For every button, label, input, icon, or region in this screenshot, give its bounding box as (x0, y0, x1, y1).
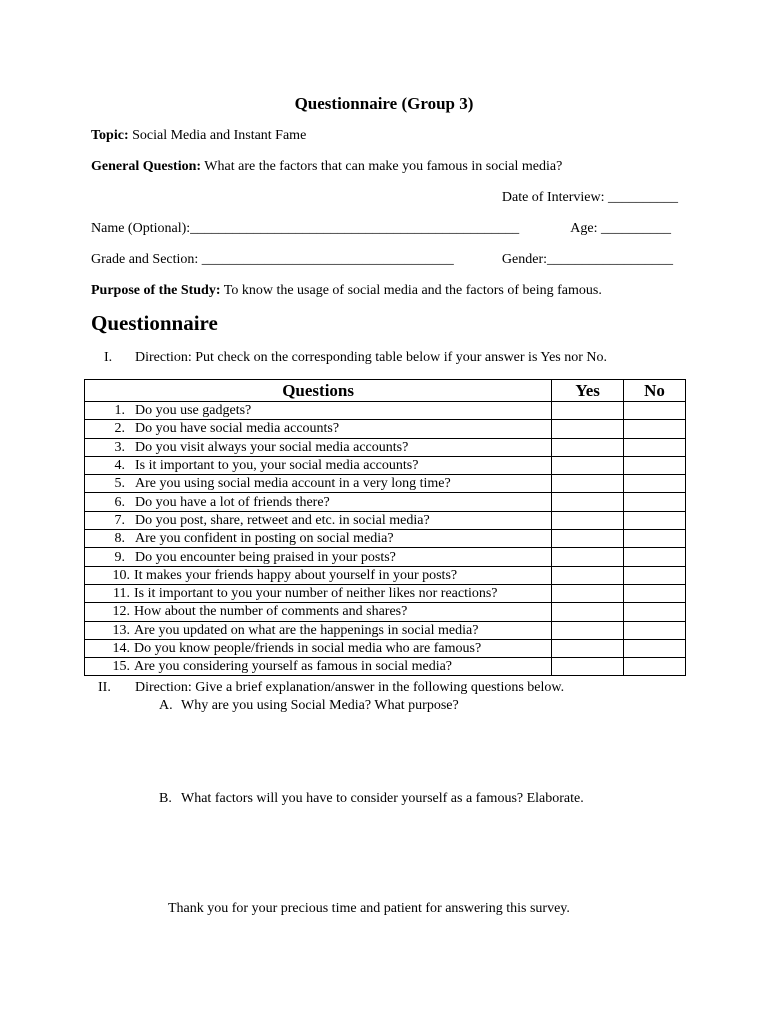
question-cell (85, 402, 552, 420)
table-row (85, 658, 686, 676)
table-row (85, 548, 686, 566)
table-row (85, 456, 686, 474)
table-row (85, 530, 686, 548)
no-checkbox-cell[interactable] (624, 621, 686, 639)
no-checkbox-cell[interactable] (624, 493, 686, 511)
table-row (85, 420, 686, 438)
header-yes: Yes (552, 380, 624, 402)
header-questions: Questions (85, 380, 552, 402)
no-checkbox-cell[interactable] (624, 420, 686, 438)
question-cell (85, 456, 552, 474)
yes-checkbox-cell[interactable] (552, 548, 624, 566)
part2-numeral: II. (98, 680, 111, 695)
table-row (85, 584, 686, 602)
question-b-text: What factors will you have to consider yourself as a famous? Elaborate. (181, 791, 584, 806)
question-number: 13. (112, 622, 130, 638)
yes-checkbox-cell[interactable] (552, 438, 624, 456)
no-checkbox-cell[interactable] (624, 475, 686, 493)
question-number: 4. (114, 458, 125, 474)
question-number: 6. (114, 494, 125, 510)
question-number: 12. (112, 604, 130, 620)
question-text: Do you encounter being praised in your posts? (135, 549, 396, 565)
question-number: 2. (114, 421, 125, 437)
question-number: 10. (112, 567, 130, 583)
yes-checkbox-cell[interactable] (552, 639, 624, 657)
no-checkbox-cell[interactable] (624, 438, 686, 456)
no-checkbox-cell[interactable] (624, 603, 686, 621)
question-text: Are you confident in posting on social media? (135, 531, 394, 547)
age-field[interactable]: Age: __________ (570, 221, 671, 236)
no-checkbox-cell[interactable] (624, 566, 686, 584)
gender-field[interactable]: Gender:__________________ (501, 252, 673, 267)
page-title: Questionnaire (Group 3) (294, 94, 474, 113)
question-text: Are you using social media account in a very long time? (135, 476, 451, 492)
yes-checkbox-cell[interactable] (552, 475, 624, 493)
question-text: Do you use gadgets? (135, 403, 252, 419)
question-cell (85, 621, 552, 639)
table-row (85, 402, 686, 420)
question-text: Are you updated on what are the happenings in social media? (134, 622, 479, 638)
general-question-label: General Question: (91, 159, 202, 174)
yes-checkbox-cell[interactable] (552, 493, 624, 511)
question-number: 3. (114, 439, 125, 455)
question-text: Do you post, share, retweet and etc. in social media? (135, 512, 430, 528)
question-cell (85, 511, 552, 529)
no-checkbox-cell[interactable] (624, 639, 686, 657)
question-cell (85, 658, 552, 676)
question-cell (85, 475, 552, 493)
no-checkbox-cell[interactable] (624, 456, 686, 474)
yes-checkbox-cell[interactable] (552, 420, 624, 438)
topic-line (91, 128, 306, 144)
yes-checkbox-cell[interactable] (552, 456, 624, 474)
question-a-letter: A. (159, 698, 173, 713)
question-cell (85, 420, 552, 438)
yes-checkbox-cell[interactable] (552, 402, 624, 420)
question-number: 11. (113, 586, 130, 602)
question-text: Do you visit always your social media accounts? (135, 439, 409, 455)
question-number: 8. (114, 531, 125, 547)
no-checkbox-cell[interactable] (624, 548, 686, 566)
question-cell (85, 584, 552, 602)
question-text: Are you considering yourself as famous in social media? (134, 659, 453, 675)
question-cell (85, 603, 552, 621)
table-row (85, 511, 686, 529)
yes-checkbox-cell[interactable] (552, 530, 624, 548)
question-cell (85, 639, 552, 657)
yes-checkbox-cell[interactable] (552, 566, 624, 584)
no-checkbox-cell[interactable] (624, 530, 686, 548)
purpose-label: Purpose of the Study: (91, 283, 221, 298)
yes-checkbox-cell[interactable] (552, 621, 624, 639)
question-number: 7. (114, 512, 125, 528)
general-question-line (91, 159, 562, 175)
grade-section-field[interactable]: Grade and Section: ____________________________________ (91, 252, 454, 267)
question-number: 15. (112, 659, 130, 675)
date-of-interview-field[interactable]: Date of Interview: __________ (501, 190, 678, 205)
question-cell (85, 548, 552, 566)
header-no: No (624, 380, 686, 402)
question-number: 9. (114, 549, 125, 565)
question-cell (85, 438, 552, 456)
question-a-text: Why are you using Social Media? What purpose? (181, 698, 459, 713)
no-checkbox-cell[interactable] (624, 511, 686, 529)
part1-direction: Direction: Put check on the corresponding table below if your answer is Yes nor No. (135, 350, 608, 365)
yes-checkbox-cell[interactable] (552, 603, 624, 621)
question-text: Do you have social media accounts? (135, 421, 340, 437)
question-text: How about the number of comments and shares? (134, 604, 408, 620)
table-row (85, 621, 686, 639)
part2-direction: Direction: Give a brief explanation/answer in the following questions below. (135, 680, 565, 695)
question-number: 14. (112, 641, 130, 656)
question-cell (85, 493, 552, 511)
no-checkbox-cell[interactable] (624, 402, 686, 420)
name-field[interactable]: Name (Optional):_______________________________________________ (91, 221, 520, 236)
question-text: Is it important to you, your social media accounts? (135, 458, 419, 474)
closing-note: Thank you for your precious time and patient for answering this survey. (168, 901, 570, 916)
table-row (85, 603, 686, 621)
table-row (85, 438, 686, 456)
yes-checkbox-cell[interactable] (552, 658, 624, 676)
purpose-line (91, 283, 602, 299)
question-b-letter: B. (159, 791, 172, 806)
part1-numeral: I. (104, 350, 113, 365)
question-text: Do you have a lot of friends there? (135, 494, 330, 510)
question-text: Do you know people/friends in social media who are famous? (134, 641, 482, 656)
question-text: It makes your friends happy about yourself in your posts? (134, 567, 458, 583)
question-cell (85, 530, 552, 548)
table-row (85, 475, 686, 493)
question-number: 1. (114, 403, 125, 419)
table-row (85, 566, 686, 584)
yes-checkbox-cell[interactable] (552, 584, 624, 602)
question-text: Is it important to you your number of neither likes nor reactions? (134, 586, 498, 602)
table-row (85, 493, 686, 511)
yes-checkbox-cell[interactable] (552, 511, 624, 529)
table-row (85, 639, 686, 657)
purpose-value: To know the usage of social media and the factors of being famous. (223, 283, 602, 298)
no-checkbox-cell[interactable] (624, 658, 686, 676)
general-question-value: What are the factors that can make you famous in social media? (204, 159, 563, 174)
questions-table (84, 379, 686, 676)
table-header-row (85, 380, 686, 402)
question-number: 5. (114, 476, 125, 492)
topic-value: Social Media and Instant Fame (132, 128, 307, 143)
topic-label: Topic: (91, 128, 129, 143)
section-heading: Questionnaire (91, 311, 218, 335)
no-checkbox-cell[interactable] (624, 584, 686, 602)
question-cell (85, 566, 552, 584)
